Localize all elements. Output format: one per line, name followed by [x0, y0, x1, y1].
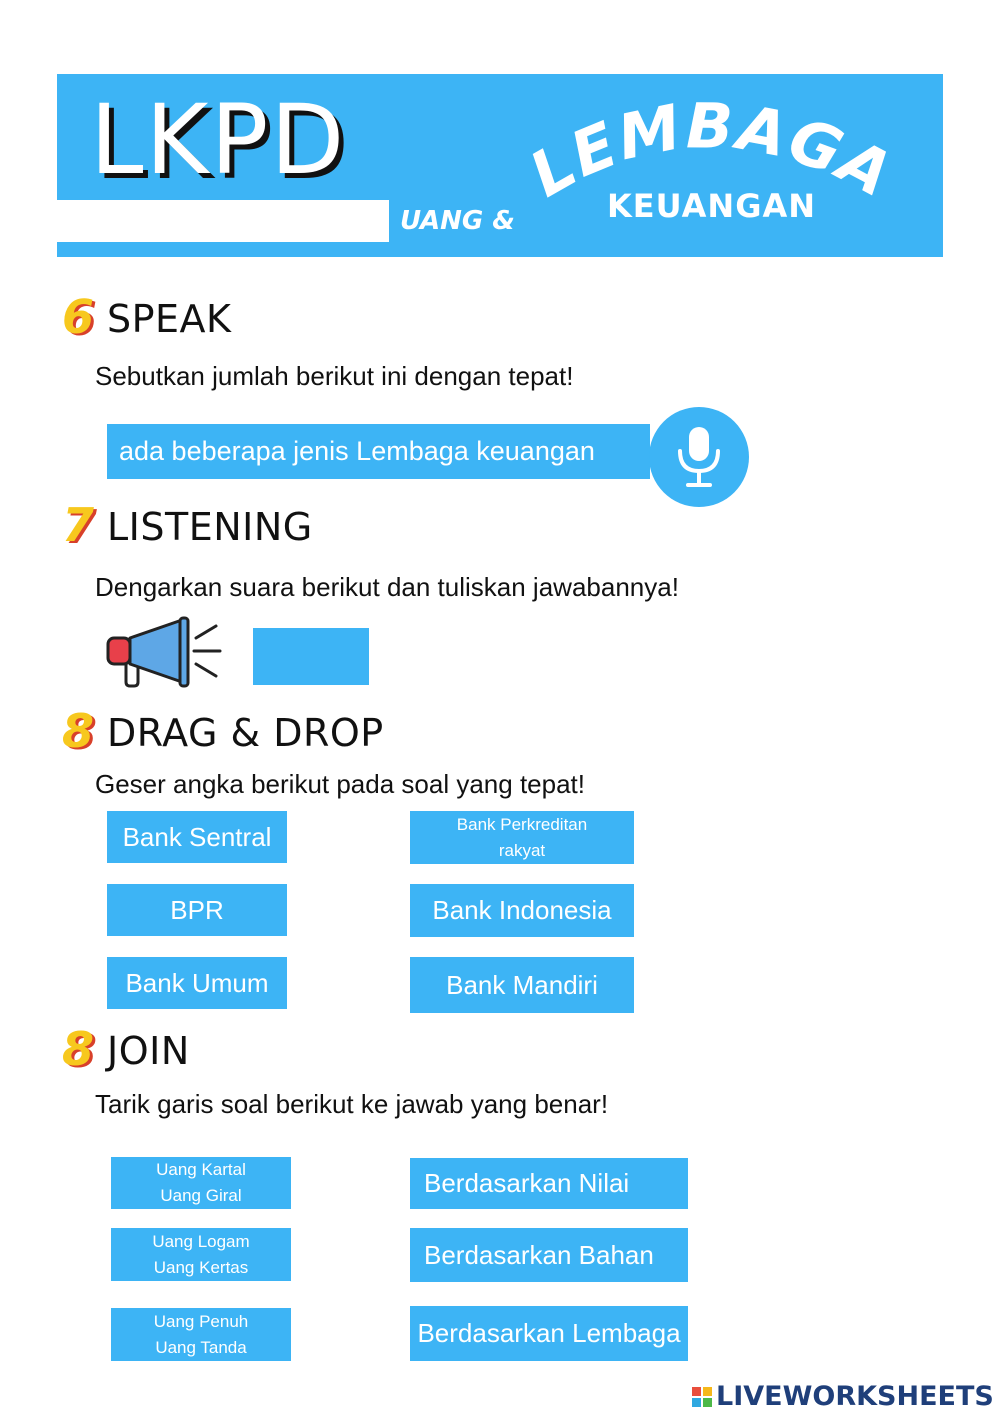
microphone-button[interactable]	[649, 407, 749, 507]
section-title-listening: LISTENING	[107, 505, 313, 549]
speak-prompt-box: ada beberapa jenis Lembaga keuangan	[107, 424, 650, 479]
section-number-listening: 7	[62, 498, 95, 552]
section-number-drag: 8	[62, 704, 95, 758]
section-title-speak: SPEAK	[107, 297, 232, 341]
drag-item-left[interactable]: Bank Sentral	[107, 811, 287, 863]
drop-target-right[interactable]: Bank Mandiri	[410, 957, 634, 1013]
join-item-left[interactable]: Uang Kartal Uang Giral	[111, 1157, 291, 1209]
join-item-right[interactable]: Berdasarkan Bahan	[410, 1228, 688, 1282]
instruction-speak: Sebutkan jumlah berikut ini dengan tepat!	[95, 361, 574, 391]
liveworksheets-logo-text: LIVEWORKSHEETS	[716, 1381, 994, 1412]
svg-text:LEMBAGA: LEMBAGA	[517, 100, 905, 212]
listening-answer-field[interactable]	[253, 628, 369, 685]
section-number-join: 8	[62, 1022, 95, 1076]
join-item-left[interactable]: Uang Penuh Uang Tanda	[111, 1308, 291, 1361]
megaphone-icon	[104, 616, 226, 690]
join-item-right[interactable]: Berdasarkan Lembaga	[410, 1306, 688, 1361]
join-item-left[interactable]: Uang Logam Uang Kertas	[111, 1228, 291, 1281]
drag-item-left[interactable]: BPR	[107, 884, 287, 936]
section-title-join: JOIN	[107, 1029, 190, 1073]
header-subtitle-sub: KEUANGAN	[607, 187, 817, 225]
section-title-drag: DRAG & DROP	[107, 711, 384, 755]
section-number-speak: 6	[62, 290, 95, 344]
drop-target-right[interactable]: Bank Indonesia	[410, 884, 634, 937]
microphone-icon	[674, 425, 724, 489]
instruction-listening: Dengarkan suara berikut dan tuliskan jawabannya!	[95, 572, 679, 602]
header-subtitle-prefix: UANG &	[400, 206, 515, 236]
instruction-join: Tarik garis soal berikut ke jawab yang benar!	[95, 1089, 609, 1119]
megaphone-button[interactable]	[104, 616, 226, 695]
drop-target-right[interactable]: Bank Perkreditan rakyat	[410, 811, 634, 864]
liveworksheets-logo-icon	[692, 1387, 712, 1407]
instruction-drag: Geser angka berikut pada soal yang tepat!	[95, 769, 585, 799]
liveworksheets-logo[interactable]	[692, 1381, 994, 1412]
page-title: LKPD	[90, 84, 347, 196]
join-item-right[interactable]: Berdasarkan Nilai	[410, 1158, 688, 1209]
header-banner-cut	[57, 200, 389, 242]
drag-item-left[interactable]: Bank Umum	[107, 957, 287, 1009]
